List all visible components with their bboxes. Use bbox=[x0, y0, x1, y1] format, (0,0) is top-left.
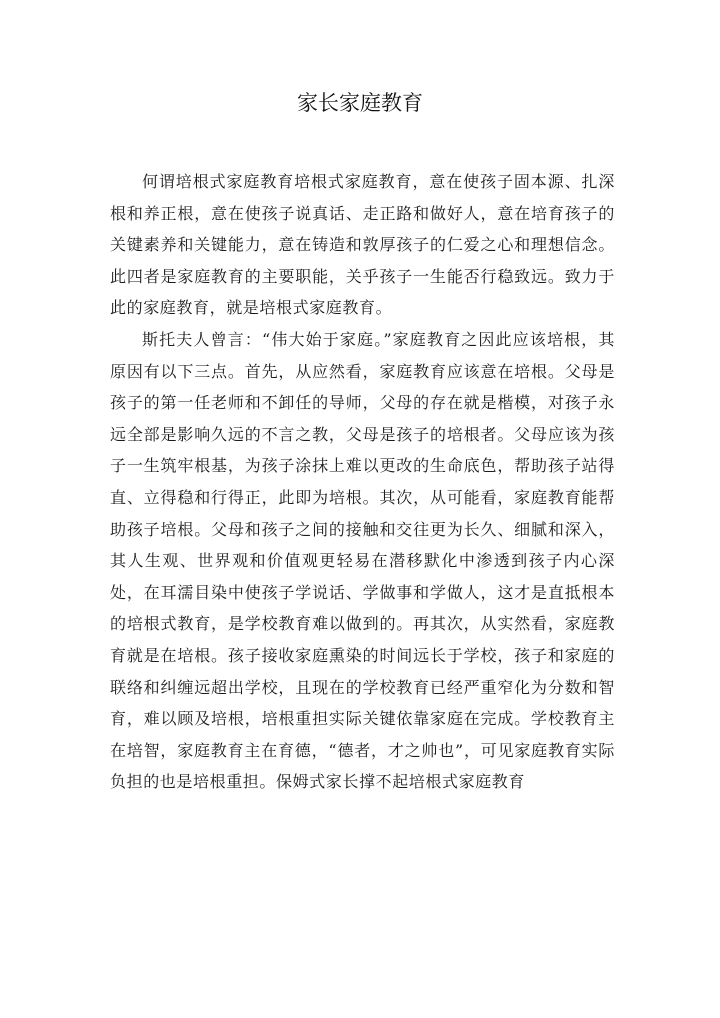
document-body bbox=[110, 166, 615, 798]
paragraph-1: 何谓培根式家庭教育培根式家庭教育，意在使孩子固本源、扎深根和养正根，意在使孩子说真话、走正路和做好人，意在培育孩子的关键素养和关键能力，意在铸造和敦厚孩子的仁爱之心和理想信念。此四者是家庭教育的主要职能，关乎孩子一生能否行稳致远。致力于此的家庭教育，就是培根式家庭教育。 bbox=[110, 172, 615, 318]
paragraph-2: 斯托夫人曾言：“伟大始于家庭。”家庭教育之因此应该培根，其原因有以下三点。首先，从应然看，家庭教育应该意在培根。父母是孩子的第一任老师和不卸任的导师，父母的存在就是楷模，对孩子永远全部是影响久远的不言之教，父母是孩子的培根者。父母应该为孩子一生筑牢根基，为孩子涂抹上难以更改的生命底色，帮助孩子站得直、立得稳和行得正，此即为培根。其次，从可能看，家庭教育能帮助孩子培根。父母和孩子之间的接触和交往更为长久、细腻和深入，其人生观、世界观和价值观更轻易在潜移默化中渗透到孩子内心深处，在耳濡目染中使孩子学说话、学做事和学做人，这才是直抵根本的培根式教育，是学校教育难以做到的。再其次，从实然看，家庭教育就是在培根。孩子接收家庭熏染的时间远长于学校，孩子和家庭的联络和纠缠远超出学校，且现在的学校教育已经严重窄化为分数和智育，难以顾及培根，培根重担实际关键依靠家庭在完成。学校教育主在培智，家庭教育主在育德，“德者，才之帅也”，可见家庭教育实际负担的也是培根重担。保姆式家长撑不起培根式家庭教育 bbox=[110, 329, 615, 792]
document-title: 家长家庭教育 bbox=[297, 91, 423, 115]
